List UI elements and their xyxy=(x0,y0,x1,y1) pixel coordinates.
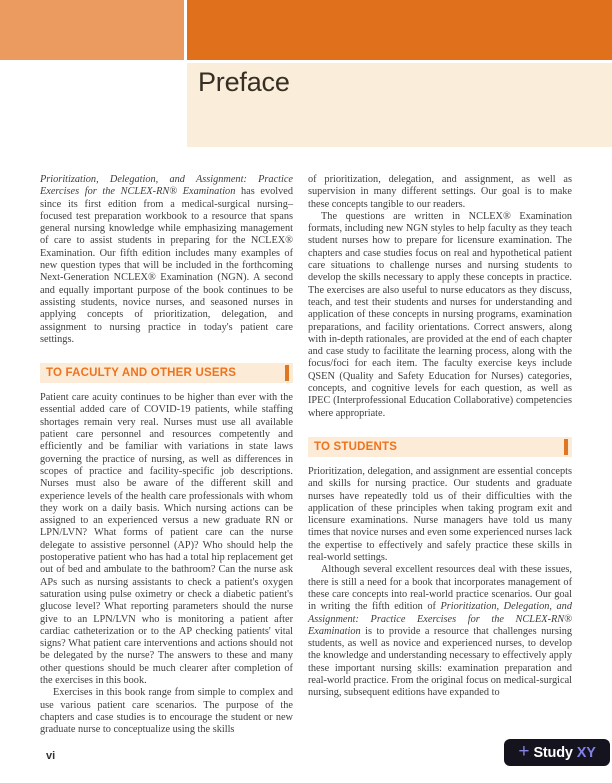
book-title-italic: Prioritization, Delegation, and Assignment: Practice Exercises for the NCLEX-RN® Examination xyxy=(308,601,572,637)
left-column xyxy=(40,174,293,736)
section-heading-students-label: TO STUDENTS xyxy=(314,440,398,453)
section-heading-tick xyxy=(564,439,568,455)
studyxy-badge-label-xy: XY xyxy=(576,744,596,761)
section-heading-students xyxy=(308,437,572,457)
although-paragraph-post: is to provide a resource that challenges nursing students, as well as novice and experienced nurses, to develop the knowledge and understanding necessary to effectively apply these important nursing skills: examination preparation and real-world practice. From the original focus on medical-surgical nursing, subsequent editions have expanded to xyxy=(308,625,573,699)
section-heading-faculty-label: TO FACULTY AND OTHER USERS xyxy=(46,367,237,379)
faculty-paragraph: Patient care acuity continues to be higher than ever with the essential added care of COVID-19 patients, while staffing shortages remain very real. Nurses must use all available patient care personnel and resources competently and efficiently and be familiar with variations in state laws governing the practice of nursing, as well as differences in scopes of practice and facility-specific job descriptions. Nurses must also be aware of the different skill and experience levels of the health care professionals with whom they work on a daily basis. Which nursing actions can be assigned to an experienced versus a new graduate RN or LPN/LVN? What forms of patient care can the nurse delegate to assistive personnel (AP)? Who should help the postoperative patient who has had a total hip replacement get out of bed and ambulate to the bathroom? Can the nurse ask APs such as nursing assistants to check a patient's oxygen saturation using pulse oximetry or check a diabetic patient's glucose level? What reporting parameters should the nurse give to an LPN/LVN who is monitoring a patient after cardiac catheterization or to the AP checking patients' vital signs? What patient care interventions and actions should not be delegated by the nurse? The answers to these and many other questions should be much clearer after completion of the exercises in this book. xyxy=(40,392,293,686)
studyxy-badge-label-study: Study xyxy=(533,744,573,761)
intro-paragraph-text: has evolved since its first edition from a medical-surgical nursing–focused test preparation workbook to a resource that spans general nursing knowledge while emphasizing management of care to assist students in preparing for the NCLEX® Examination. Our fifth edition includes many examples of new question types that will be included in the forthcoming Next-Generation NCLEX® Examination (NGN). A second and equally important purpose of the book continues to be assisting students, novice nurses, and seasoned nurses in applying concepts of prioritization, delegation, and assignment to nursing practice in today's patient care settings. xyxy=(40,186,293,345)
section-heading-tick xyxy=(285,365,289,381)
questions-paragraph: The questions are written in NCLEX® Examination formats, including new NGN styles to help faculty as they teach student nurses how to prepare for licensure examination. The chapters and case studies focus on real and hypothetical patient care situations to challenge nurses and nursing students to develop the skills necessary to apply these concepts in practice. The exercises are also useful to nurse educators as they discuss, teach, and test their students and nurses for understanding and application of these concepts in nursing programs, examination preparations, and facility orientations. Correct answers, along with in-depth rationales, are provided at the end of each chapter and case study to facilitate the learning process, along with the focus/foci for each item. The faculty exercise keys include QSEN (Quality and Safety Education for Nurses) categories, concepts, and cognitive levels for each question, as well as IPEC (Interprofessional Education Collaborative) competencies where appropriate. xyxy=(308,210,572,419)
section-heading-faculty xyxy=(40,363,293,383)
plus-icon: + xyxy=(518,741,530,762)
intro-paragraph xyxy=(40,174,293,346)
book-title-italic: Prioritization, Delegation, and Assignment: Practice Exercises for the NCLEX-RN® Examination xyxy=(40,174,293,198)
header-band-light xyxy=(0,0,184,60)
exercises-paragraph: Exercises in this book range from simple to complex and use various patient care scenarios. The purpose of the chapters and case studies is to encourage the student or new graduate nurse to conceptualize using the skills xyxy=(40,687,293,736)
continuation-paragraph: of prioritization, delegation, and assignment, as well as supervision in many different settings. Our goal is to make these concepts tangible to our readers. xyxy=(308,174,572,210)
title-panel xyxy=(187,63,612,147)
right-column xyxy=(308,174,572,700)
studyxy-badge[interactable] xyxy=(504,739,610,766)
students-paragraph: Prioritization, delegation, and assignment are essential concepts and skills for nursing practice. Our students and graduate nurses have repeatedly told us of their difficulties with the application of these principles when taking program exit and licensure examinations. Nurse managers have told us many times that novice nurses and even some experienced nurses lack the expertise to effectively and safely practice these skills in real-world settings. xyxy=(308,465,572,564)
page-number: vi xyxy=(46,750,56,762)
page-title: Preface xyxy=(198,67,290,97)
although-paragraph xyxy=(308,564,572,699)
header-band-dark xyxy=(187,0,612,60)
although-paragraph-pre: Although several excellent resources deal with these issues, there is still a need for a book that incorporates management of these care concepts into real-world practice scenarios. Our goal in writing the fifth edition of xyxy=(308,564,572,613)
